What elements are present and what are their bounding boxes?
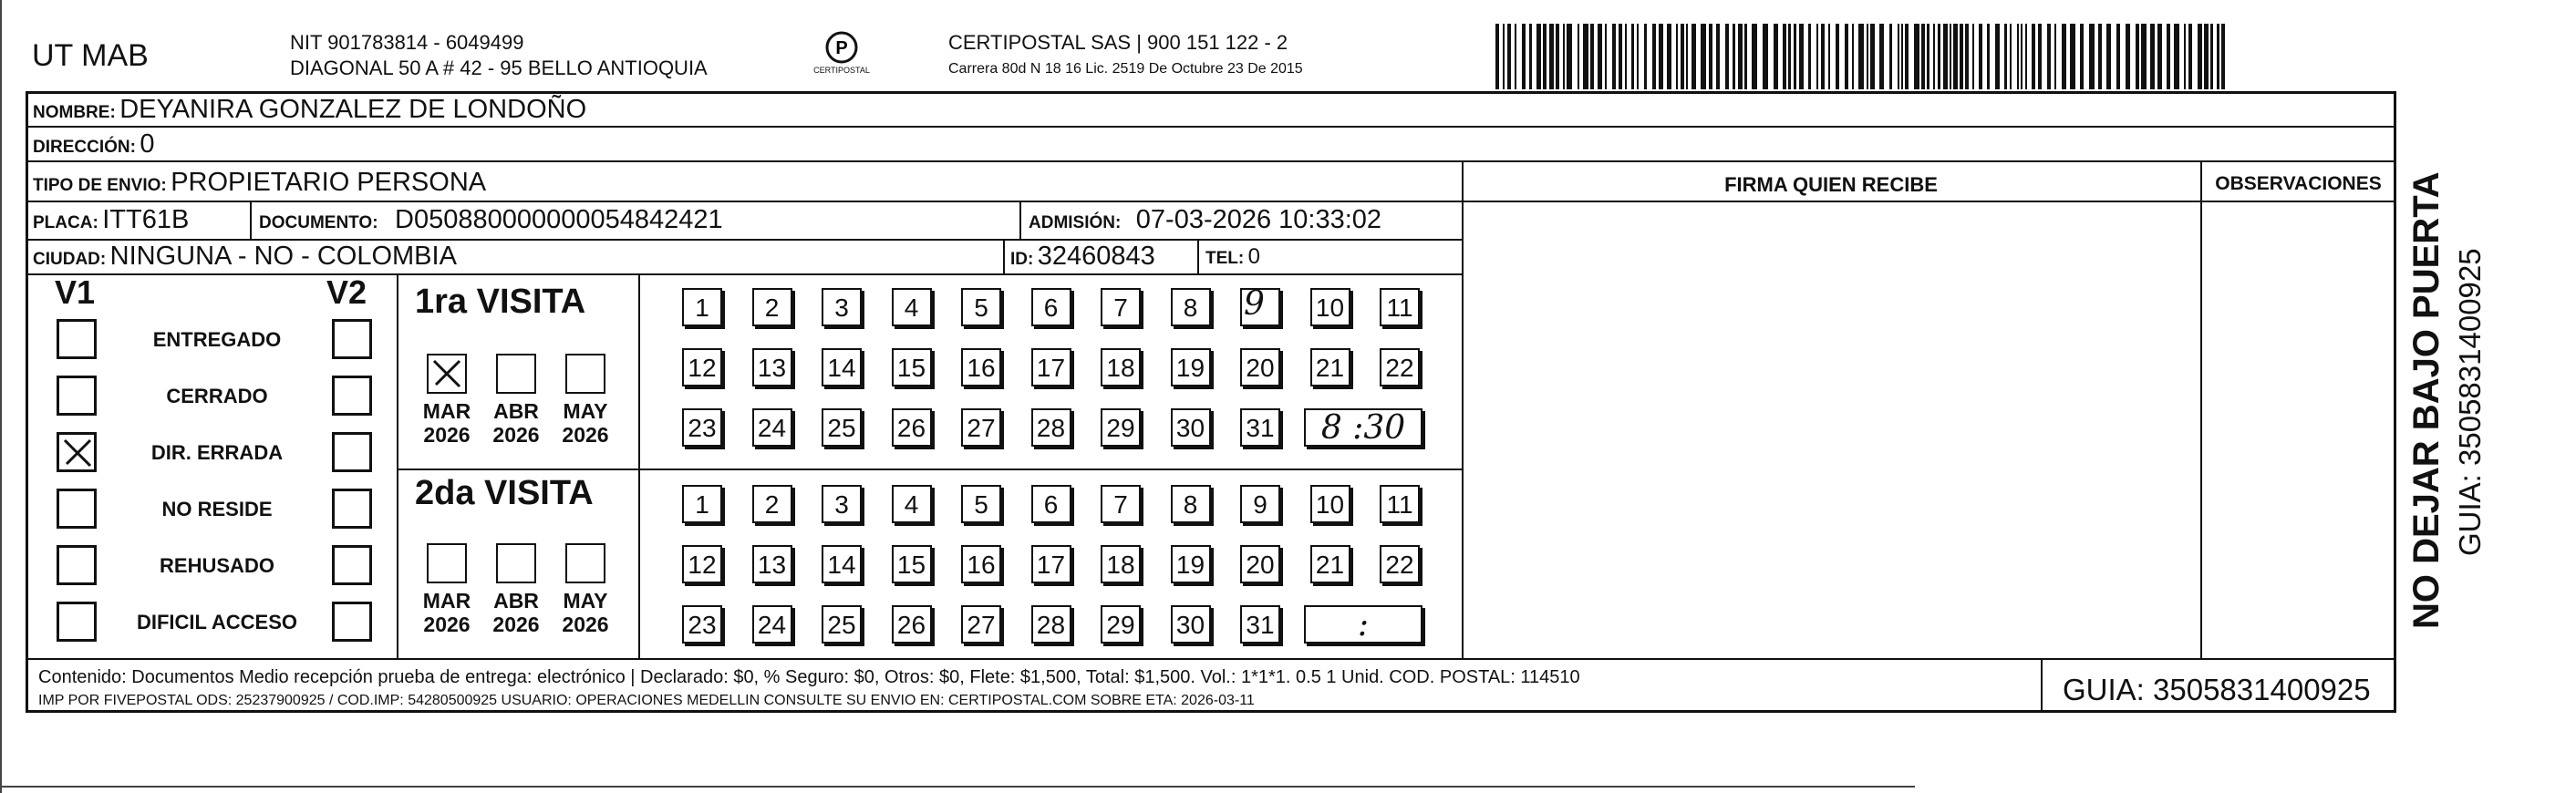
day-box[interactable]: 1 bbox=[682, 288, 722, 326]
v1-checkbox[interactable] bbox=[57, 376, 97, 416]
month-checkbox[interactable] bbox=[496, 354, 536, 394]
day-box[interactable]: 25 bbox=[822, 605, 862, 644]
v2-checkbox[interactable] bbox=[332, 489, 372, 529]
day-box[interactable]: 27 bbox=[961, 605, 1001, 644]
day-box[interactable]: 14 bbox=[822, 348, 862, 386]
id-value: 32460843 bbox=[1037, 242, 1155, 271]
day-box[interactable]: 27 bbox=[961, 408, 1001, 447]
day-box[interactable]: 12 bbox=[682, 545, 722, 583]
placa-row bbox=[33, 205, 189, 235]
day-box[interactable]: 23 bbox=[682, 605, 722, 644]
v2-label: V2 bbox=[326, 273, 367, 311]
ciudad-label: CIUDAD: bbox=[33, 250, 107, 269]
day-box[interactable]: 16 bbox=[961, 545, 1001, 583]
day-box[interactable]: 13 bbox=[752, 545, 792, 583]
direccion-label: DIRECCIÓN: bbox=[33, 138, 136, 157]
month-checkbox[interactable] bbox=[427, 354, 467, 394]
day-box[interactable]: 11 bbox=[1380, 485, 1420, 523]
placa-label: PLACA: bbox=[33, 213, 98, 232]
month-year: 2026 bbox=[423, 423, 471, 447]
status-label: CERRADO bbox=[166, 385, 268, 407]
status-label: NO RESIDE bbox=[161, 498, 273, 520]
status-label: DIFICIL ACCESO bbox=[136, 611, 297, 633]
month-year: 2026 bbox=[423, 613, 471, 636]
v2-checkbox[interactable] bbox=[332, 545, 372, 585]
day-box[interactable]: 23 bbox=[682, 408, 722, 447]
courier-logo bbox=[810, 27, 874, 82]
day-box[interactable]: 3 bbox=[822, 485, 862, 523]
time-box[interactable]: 8 :30 bbox=[1304, 408, 1422, 447]
day-box[interactable]: 26 bbox=[892, 605, 932, 644]
day-box[interactable]: 28 bbox=[1031, 605, 1071, 644]
day-box[interactable]: 26 bbox=[892, 408, 932, 447]
day-box[interactable]: 4 bbox=[892, 485, 932, 523]
day-box[interactable]: 28 bbox=[1031, 408, 1071, 447]
day-box[interactable]: 5 bbox=[961, 288, 1001, 326]
day-box[interactable]: 17 bbox=[1031, 348, 1071, 386]
barcode bbox=[1495, 24, 2225, 89]
id-row bbox=[1010, 242, 1155, 272]
day-box[interactable]: 21 bbox=[1310, 545, 1350, 583]
status-label: REHUSADO bbox=[160, 554, 274, 577]
day-box[interactable]: 12 bbox=[682, 348, 722, 386]
observaciones-label: OBSERVACIONES bbox=[2215, 173, 2382, 194]
day-box[interactable]: 8 bbox=[1171, 485, 1211, 523]
day-box[interactable]: 13 bbox=[752, 348, 792, 386]
month-year: 2026 bbox=[562, 423, 609, 447]
day-box[interactable]: 15 bbox=[892, 348, 932, 386]
day-box[interactable]: 1 bbox=[682, 485, 722, 523]
placa-value: ITT61B bbox=[102, 205, 190, 234]
nombre-value: DEYANIRA GONZALEZ DE LONDOÑO bbox=[119, 95, 587, 124]
month-checkbox[interactable] bbox=[565, 543, 605, 583]
month-year: 2026 bbox=[492, 423, 540, 447]
month-year: 2026 bbox=[562, 613, 609, 636]
day-box[interactable]: 29 bbox=[1101, 605, 1141, 644]
month-label: ABR bbox=[493, 399, 539, 423]
tel-value: 0 bbox=[1247, 244, 1261, 269]
day-box[interactable]: 21 bbox=[1310, 348, 1350, 386]
v2-checkbox[interactable] bbox=[332, 376, 372, 416]
month-label: MAY bbox=[563, 589, 608, 613]
day-box[interactable]: 20 bbox=[1240, 545, 1280, 583]
day-box[interactable]: 22 bbox=[1380, 545, 1420, 583]
visit2-title: 2da VISITA bbox=[415, 474, 594, 512]
tel-label: TEL: bbox=[1205, 249, 1245, 268]
v1-checkbox[interactable] bbox=[57, 432, 97, 472]
company-nit: NIT 901783814 - 6049499 bbox=[290, 31, 524, 54]
day-box[interactable]: 11 bbox=[1380, 288, 1420, 326]
day-box[interactable]: 16 bbox=[961, 348, 1001, 386]
day-box[interactable]: 10 bbox=[1310, 288, 1350, 326]
svg-text:P: P bbox=[835, 38, 848, 58]
day-box[interactable]: 20 bbox=[1240, 348, 1280, 386]
day-box[interactable]: 25 bbox=[822, 408, 862, 447]
day-box[interactable]: 18 bbox=[1101, 348, 1141, 386]
ciudad-row bbox=[33, 242, 457, 272]
day-box[interactable]: 30 bbox=[1171, 408, 1211, 447]
admision-label: ADMISIÓN: bbox=[1029, 213, 1122, 232]
day-box[interactable]: 31 bbox=[1240, 605, 1280, 644]
day-box[interactable]: 9 bbox=[1240, 485, 1280, 523]
company-address: DIAGONAL 50 A # 42 - 95 BELLO ANTIOQUIA bbox=[290, 57, 708, 79]
day-box[interactable]: 19 bbox=[1171, 545, 1211, 583]
v2-checkbox[interactable] bbox=[332, 319, 372, 359]
footer-line1: Contenido: Documentos Medio recepción prueba de entrega: electrónico | Declarado: $0, % Seguro: $0, Otros: $0, Flete: $1,500, Total: $1,500. Vol.: 1*1*1. 0.5 1 Unid. COD. POSTAL: 114510 bbox=[38, 667, 1580, 687]
admision-row bbox=[1029, 205, 1381, 235]
company-name: UT MAB bbox=[32, 38, 149, 73]
firma-label: FIRMA QUIEN RECIBE bbox=[1724, 173, 1938, 196]
nombre-row bbox=[33, 95, 586, 125]
documento-row bbox=[259, 205, 723, 235]
day-box[interactable]: 3 bbox=[822, 288, 862, 326]
v1-checkbox[interactable] bbox=[57, 319, 97, 359]
visit1-title: 1ra VISITA bbox=[415, 283, 586, 321]
month-checkbox[interactable] bbox=[565, 354, 605, 394]
day-box[interactable]: 15 bbox=[892, 545, 932, 583]
day-box[interactable]: 6 bbox=[1031, 288, 1071, 326]
v2-checkbox[interactable] bbox=[332, 602, 372, 642]
documento-value: D050880000000054842421 bbox=[395, 205, 723, 234]
admision-value: 07-03-2026 10:33:02 bbox=[1135, 205, 1382, 234]
courier-logo-text: CERTIPOSTAL bbox=[813, 66, 870, 75]
side-guia: GUIA: 3505831400925 bbox=[2453, 248, 2487, 556]
time-box[interactable]: : bbox=[1304, 605, 1422, 644]
month-label: ABR bbox=[493, 589, 539, 613]
courier-name: CERTIPOSTAL SAS | 900 151 122 - 2 bbox=[948, 31, 1288, 54]
day-box[interactable]: 8 bbox=[1171, 288, 1211, 326]
direccion-value: 0 bbox=[140, 129, 155, 159]
day-box[interactable]: 7 bbox=[1101, 288, 1141, 326]
side-warning: NO DEJAR BAJO PUERTA bbox=[2406, 171, 2447, 629]
day-box[interactable]: 2 bbox=[752, 485, 792, 523]
v1-checkbox[interactable] bbox=[57, 489, 97, 529]
documento-label: DOCUMENTO: bbox=[259, 213, 378, 232]
tipo-value: PROPIETARIO PERSONA bbox=[171, 168, 487, 197]
ciudad-value: NINGUNA - NO - COLOMBIA bbox=[109, 242, 457, 271]
nombre-label: NOMBRE: bbox=[33, 103, 116, 122]
v1-checkbox[interactable] bbox=[57, 545, 97, 585]
day-box[interactable]: 18 bbox=[1101, 545, 1141, 583]
day-box[interactable]: 10 bbox=[1310, 485, 1350, 523]
month-label: MAR bbox=[422, 399, 471, 423]
id-label: ID: bbox=[1010, 250, 1034, 269]
day-box[interactable]: 5 bbox=[961, 485, 1001, 523]
day-box[interactable] bbox=[1240, 285, 1280, 326]
month-year: 2026 bbox=[492, 613, 540, 636]
day-box[interactable]: 4 bbox=[892, 288, 932, 326]
day-box[interactable]: 7 bbox=[1101, 485, 1141, 523]
status-label: ENTREGADO bbox=[152, 328, 282, 351]
direccion-row bbox=[33, 129, 155, 160]
courier-address: Carrera 80d N 18 16 Lic. 2519 De Octubre 23 De 2015 bbox=[948, 61, 1303, 77]
v1-checkbox[interactable] bbox=[57, 602, 97, 642]
day-box[interactable]: 22 bbox=[1380, 348, 1420, 386]
day-box[interactable]: 24 bbox=[752, 605, 792, 644]
day-box[interactable]: 17 bbox=[1031, 545, 1071, 583]
day-box[interactable]: 2 bbox=[752, 288, 792, 326]
month-checkbox[interactable] bbox=[427, 543, 467, 583]
day-box[interactable]: 29 bbox=[1101, 408, 1141, 447]
footer-line2: IMP POR FIVEPOSTAL ODS: 25237900925 / COD.IMP: 54280500925 USUARIO: OPERACIONES MEDELLIN CONSULTE SU ENVIO EN: CERTIPOSTAL.COM SOBRE ETA: 2026-03-11 bbox=[38, 693, 1255, 708]
day-box[interactable]: 14 bbox=[822, 545, 862, 583]
day-box[interactable]: 31 bbox=[1240, 408, 1280, 447]
month-checkbox[interactable] bbox=[496, 543, 536, 583]
day-box[interactable]: 24 bbox=[752, 408, 792, 447]
tel-row bbox=[1205, 244, 1260, 270]
month-label: MAY bbox=[563, 399, 608, 423]
v1-label: V1 bbox=[55, 273, 96, 311]
day-handwritten-mark: 9 bbox=[1244, 285, 1265, 323]
v2-checkbox[interactable] bbox=[332, 432, 372, 472]
day-box[interactable]: 6 bbox=[1031, 485, 1071, 523]
tipo-row bbox=[33, 168, 486, 198]
tipo-label: TIPO DE ENVIO: bbox=[33, 176, 167, 195]
day-box[interactable]: 30 bbox=[1171, 605, 1211, 644]
day-box[interactable]: 19 bbox=[1171, 348, 1211, 386]
month-label: MAR bbox=[422, 589, 471, 613]
footer-guia: GUIA: 3505831400925 bbox=[2063, 673, 2371, 706]
status-label: DIR. ERRADA bbox=[150, 441, 284, 464]
